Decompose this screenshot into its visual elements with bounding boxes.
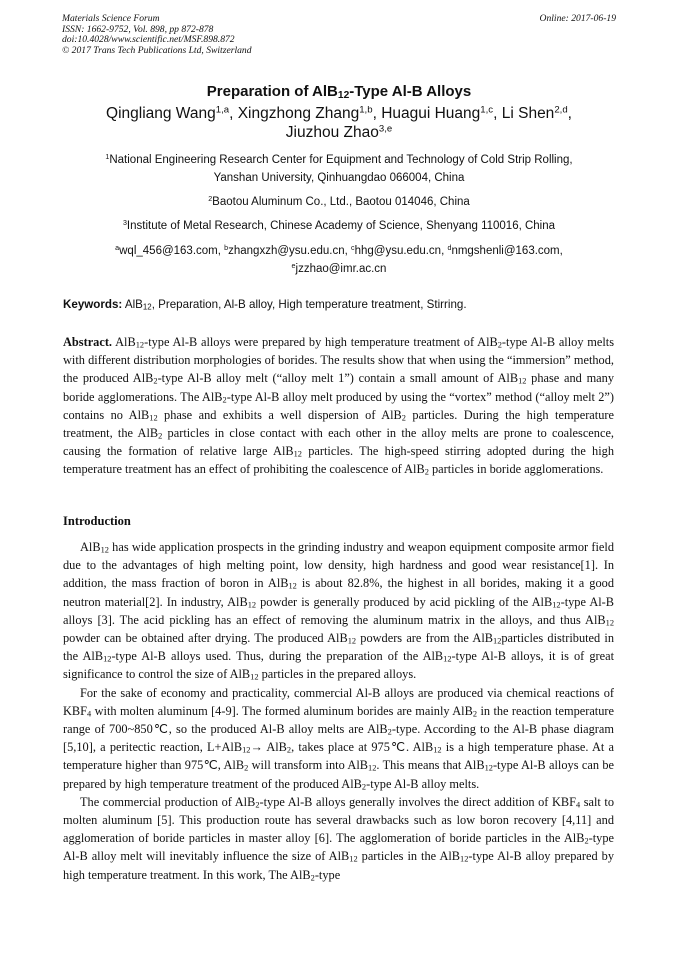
email[interactable]: $^a$wql_456@163.com (115, 244, 218, 257)
email[interactable]: $^c$hhg@ysu.edu.cn (351, 244, 442, 257)
copyright-line: © 2017 Trans Tech Publications Ltd, Switzerland (62, 44, 252, 56)
author: Huagui Huang$^{1,c}$, (381, 104, 502, 122)
paragraph: For the sake of economy and practicality, commercial Al-B alloys are produced via chemical reactions of $KBF_4$ with molten aluminum [4-9]. The formed aluminum borides are mainly AlB$_2$ in the reaction temperature range of 700~850℃, so the produced Al-B alloy melts are AlB$_2$-type. According to the Al-B phase diagram [5,10], a peritectic reaction, L+AlB$_{12}$→ AlB$_2$, takes place at 975℃. AlB$_{12}$ is a high temperature phase. At a temperature higher than 975℃, AlB$_2$ will transform into AlB$_{12}$. This means that AlB$_{12}$-type Al-B alloys can be prepared by high temperature treatment of the produced AlB$_2$-type Al-B alloy melts. (63, 685, 615, 792)
author: Xingzhong Zhang$^{1,b}$, (237, 104, 382, 122)
issn-line: ISSN: 1662-9752, Vol. 898, pp 872-878 (62, 23, 214, 35)
email[interactable]: $^e$jzzhao@imr.ac.cn (291, 262, 387, 275)
section-heading-introduction: Introduction (63, 514, 131, 528)
affiliation-3: $^3$Institute of Metal Research, Chinese Academy of Science, Shenyang 110016, China (122, 219, 556, 232)
author-list (70, 104, 608, 142)
keywords: Keywords: AlB$_{12}$, Preparation, Al-B alloy, High temperature treatment, Stirring. (63, 298, 467, 312)
email-list: $^a$wql_456@163.com, $^b$zhangxzh@ysu.edu.cn, $^c$hhg@ysu.edu.cn, $^d$nmgshenli@163.com, $^e$jzzhao@imr.ac.cn (115, 244, 563, 275)
journal-name: Materials Science Forum (62, 13, 160, 24)
email[interactable]: $^d$nmgshenli@163.com, (447, 244, 563, 257)
author: Qingliang Wang$^{1,a}$, (106, 104, 238, 122)
journal-header (62, 14, 252, 56)
paper-title: Preparation of AlB$_{12}$-Type Al-B Alloys (206, 83, 472, 102)
author: Li Shen$^{2,d}$, (501, 104, 572, 122)
author: Jiuzhou Zhao$^{3,e}$ (285, 123, 393, 141)
email[interactable]: $^b$zhangxzh@ysu.edu.cn (224, 244, 345, 257)
abstract: Abstract. AlB$_{12}$-type Al-B alloys were prepared by high temperature treatment of AlB$_2$-type Al-B alloy melts with different distribution morphologies of borides. The results show that when using the “immersion” method, the produced AlB$_2$-type Al-B alloy melt (“alloy melt 1”) contain a small amount of AlB$_{12}$ phase and many boride agglomerations. The AlB$_2$-type Al-B alloy melt produced by using the “vortex” method (“alloy melt 2”) contains no AlB$_{12}$ phase and exhibits a well dispersion of AlB$_2$ particles. During the high temperature treatment, the AlB$_2$ particles in close contact with each other in the alloy melts are prone to coalescence, causing the formation of relative large AlB$_{12}$ particles. The high-speed stirring adopted during the high temperature treatment has an effect of prohibiting the coalescence of AlB$_2$ particles in boride agglomerations. (63, 335, 615, 478)
abstract-label: Abstract. (63, 335, 113, 349)
paragraph: The commercial production of AlB$_2$-type Al-B alloys generally involves the direct addition of $KBF_4$ salt to molten aluminum [5]. This production route has several drawbacks such as low boron recovery [4,11] and agglomeration of boride particles in master alloy [6]. The agglomeration of boride particles in the AlB$_2$-type Al-B alloy melt will inevitably influence the size of AlB$_{12}$ particles in the AlB$_{12}$-type Al-B alloy prepared by high temperature treatment. In this work, The AlB$_2$-type (63, 794, 614, 883)
doi-line: doi:10.4028/www.scientific.net/MSF.898.872 (62, 34, 235, 46)
affiliation-2: $^2$Baotou Aluminum Co., Ltd., Baotou 014046, China (208, 195, 470, 208)
introduction-body (63, 538, 614, 884)
paragraph: AlB$_{12}$ has wide application prospects in the grinding industry and weapon equipment composite armor field due to the advantages of high melting point, low density, high hardness and good wear resistance[1]. In addition, the mass fraction of boron in AlB$_{12}$ is about 82.8%, the highest in all borides, making it a good neutron material[2]. In industry, AlB$_{12}$ powder is generally produced by acid pickling of the AlB$_{12}$-type Al-B alloys [3]. The acid pickling has an effect of removing the aluminum matrix in the alloys, and thus AlB$_{12}$ powder can be obtained after drying. The produced AlB$_{12}$ powders are from the AlB$_{12}$particles distributed in the AlB$_{12}$-type Al-B alloys used. Thus, during the preparation of the AlB$_{12}$-type Al-B alloys, it is of great significance to control the size of AlB$_{12}$ particles in the prepared alloys. (63, 540, 615, 683)
online-date: Online: 2017-06-19 (539, 13, 616, 24)
keywords-label: Keywords: (63, 298, 123, 311)
affiliation-1: $^1$National Engineering Research Center for Equipment and Technology of Cold Strip Rolling, Yanshan University, Qinhuangdao 066004, China (105, 153, 573, 184)
